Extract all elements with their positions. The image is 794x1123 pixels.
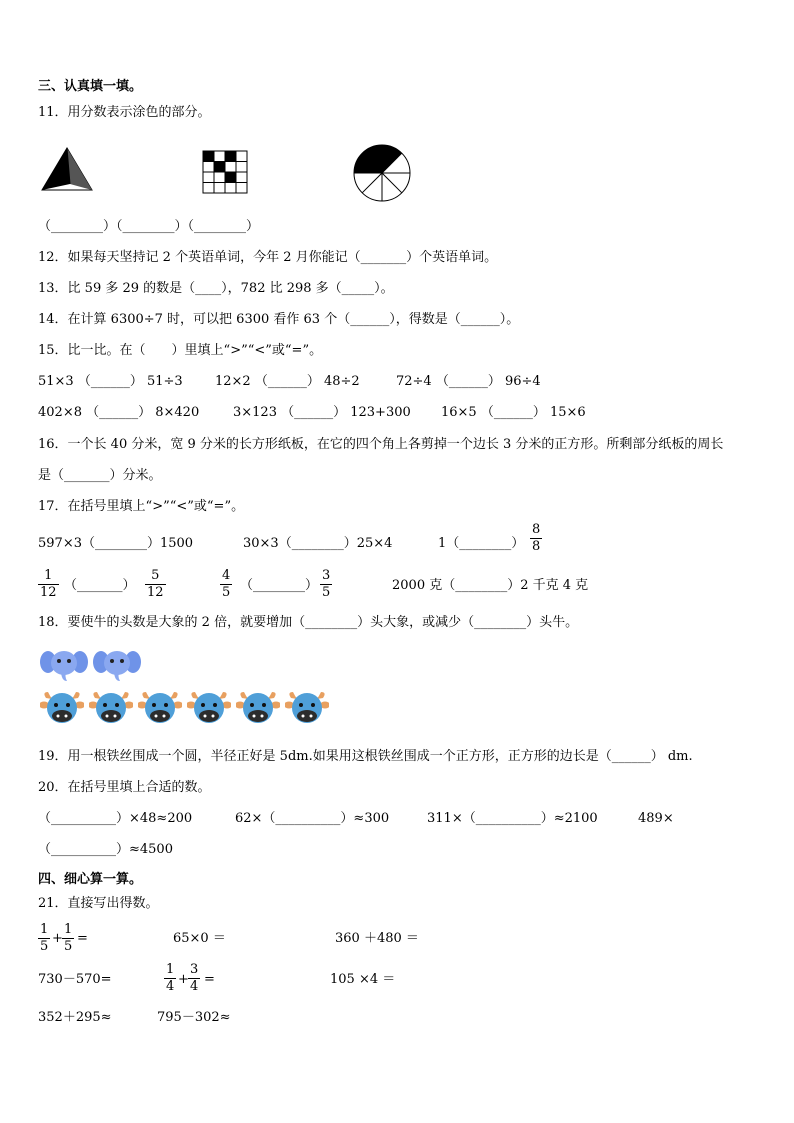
- section-4-heading: 四、细心算一算。: [38, 872, 143, 887]
- cow-icon: [40, 690, 84, 726]
- question-13: 13．比 59 多 29 的数是（____），782 比 298 多（_____）。: [38, 281, 394, 296]
- question-12: 12．如果每天坚持记 2 个英语单词，今年 2 月你能记（_______）个英语单词。: [38, 250, 498, 265]
- q17-fraction-3-5: $\frac{3}{5}$: [322, 568, 331, 600]
- q17-compare-a[interactable]: 597×3（________）1500: [38, 536, 194, 551]
- cow-icon: [236, 690, 280, 726]
- question-20: 20．在括号里填上合适的数。: [38, 780, 211, 795]
- q17-fraction-5-12: $\frac{5}{12}$: [147, 568, 164, 600]
- question-11-answers[interactable]: （________）（________）（________）: [38, 219, 260, 234]
- q21-calc-f[interactable]: 105 ×4 ＝: [330, 972, 396, 987]
- q21-calc-h[interactable]: 795－302≈: [157, 1010, 231, 1025]
- q17-compare-d[interactable]: （_______）: [64, 578, 136, 593]
- q17-fraction-4-5: $\frac{4}{5}$: [222, 568, 231, 600]
- elephant-icon: [93, 648, 141, 684]
- q15-compare-5[interactable]: 3×123 （______） 123+300: [233, 405, 411, 420]
- q17-compare-c[interactable]: 1（________）: [438, 536, 525, 551]
- section-3-heading: 三、认真填一填。: [38, 79, 143, 94]
- q21-calc-c[interactable]: 360 ＋480 ＝: [335, 931, 419, 946]
- q20-estimate-4-start[interactable]: 489×: [638, 811, 674, 826]
- q20-estimate-1[interactable]: （__________）×48≈200: [38, 811, 193, 826]
- shaded-grid-figure: [202, 150, 248, 194]
- q15-compare-3[interactable]: 72÷4 （______） 96÷4: [396, 374, 541, 389]
- q20-estimate-3[interactable]: 311×（__________）≈2100: [427, 811, 598, 826]
- q21-calc-d[interactable]: 730－570=: [38, 972, 112, 987]
- q17-fraction-1-12: $\frac{1}{12}$: [40, 568, 57, 600]
- q17-compare-f[interactable]: 2000 克（________）2 千克 4 克: [392, 578, 589, 593]
- q17-compare-b[interactable]: 30×3（________）25×4: [243, 536, 393, 551]
- shaded-triangle-figure: [40, 146, 94, 192]
- q15-compare-1[interactable]: 51×3 （______） 51÷3: [38, 374, 183, 389]
- shaded-circle-figure: [352, 143, 412, 203]
- q21-plus-e: +: [178, 972, 189, 987]
- q21-equals-a[interactable]: =: [77, 931, 88, 946]
- question-17: 17．在括号里填上“>”“<”或“=”。: [38, 499, 245, 514]
- question-19: 19．用一根铁丝围成一个圆，半径正好是 5dm.如果用这根铁丝围成一个正方形，正方形的边长是（______） dm.: [38, 749, 693, 764]
- q21-fraction-3-4: $\frac{3}{4}$: [190, 962, 199, 994]
- q21-fraction-1-4: $\frac{1}{4}$: [166, 962, 175, 994]
- q15-compare-2[interactable]: 12×2 （______） 48÷2: [215, 374, 360, 389]
- cow-icon: [138, 690, 182, 726]
- q20-estimate-2[interactable]: 62×（__________）≈300: [235, 811, 390, 826]
- q21-plus-a: +: [52, 931, 63, 946]
- question-15: 15．比一比。在（ ）里填上“>”“<”或“=”。: [38, 343, 323, 358]
- elephant-icon: [40, 648, 88, 684]
- q20-estimate-4-end[interactable]: （__________）≈4500: [38, 842, 173, 857]
- q21-fraction-1-5-a: $\frac{1}{5}$: [40, 922, 49, 954]
- q21-calc-g[interactable]: 352＋295≈: [38, 1010, 112, 1025]
- question-18: 18．要使牛的头数是大象的 2 倍，就要增加（________）头大象，或减少（________）头牛。: [38, 615, 579, 630]
- question-11: 11．用分数表示涂色的部分。: [38, 105, 211, 120]
- question-14: 14．在计算 6300÷7 时，可以把 6300 看作 63 个（______），得数是（______）。: [38, 312, 520, 327]
- cow-icon: [89, 690, 133, 726]
- q21-equals-e[interactable]: =: [204, 972, 215, 987]
- question-16-line-2[interactable]: 是（_______）分米。: [38, 468, 162, 483]
- q21-calc-b[interactable]: 65×0 ＝: [173, 931, 226, 946]
- cow-icon: [285, 690, 329, 726]
- q15-compare-4[interactable]: 402×8 （______） 8×420: [38, 405, 200, 420]
- cow-icon: [187, 690, 231, 726]
- q21-fraction-1-5-b: $\frac{1}{5}$: [64, 922, 73, 954]
- question-16-line-1: 16．一个长 40 分米，宽 9 分米的长方形纸板，在它的四个角上各剪掉一个边长 3 分米的正方形。所剩部分纸板的周长: [38, 437, 724, 452]
- question-21: 21．直接写出得数。: [38, 896, 159, 911]
- q17-compare-e[interactable]: （________）: [240, 578, 319, 593]
- q15-compare-6[interactable]: 16×5 （______） 15×6: [441, 405, 586, 420]
- q17-fraction-8-8: $\frac{8}{8}$: [532, 522, 541, 554]
